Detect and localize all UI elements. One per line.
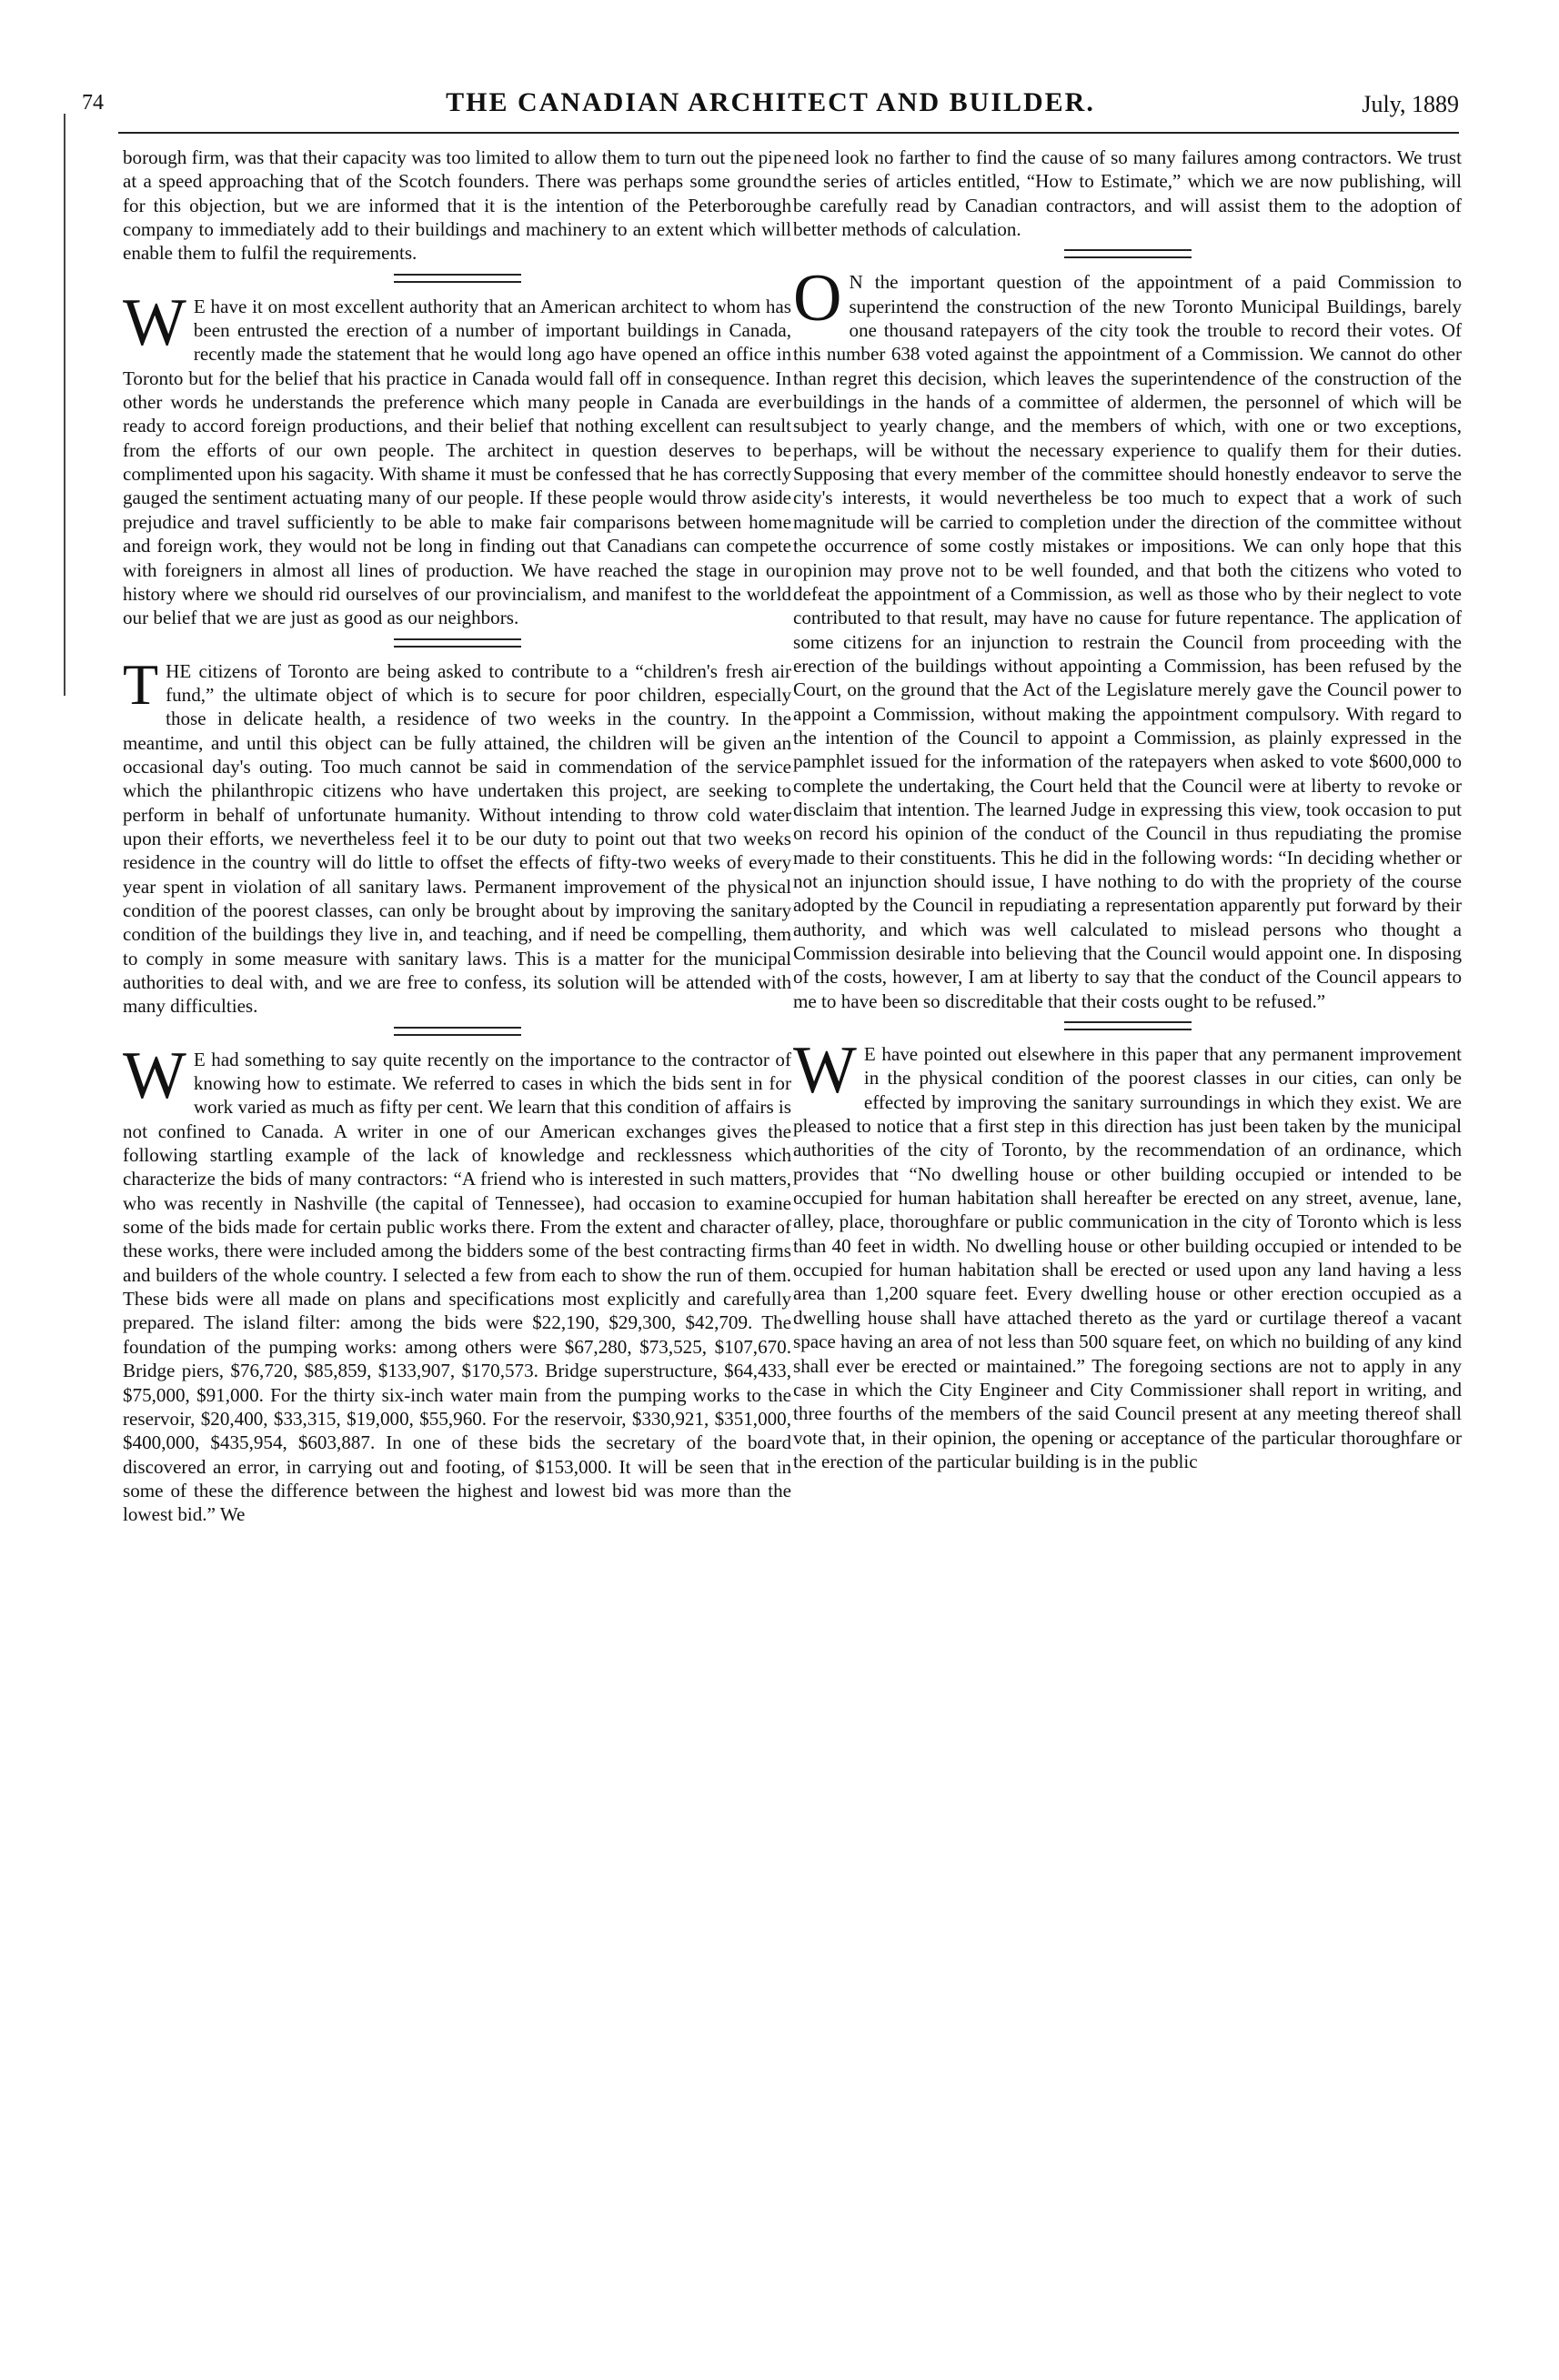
drop-cap: O [793, 261, 842, 336]
drop-cap: W [793, 1033, 857, 1109]
article-architect: W E have it on most excellent authority that an American architect to whom has been entrusted the erection of a number of important buildings in Canada, recently made the statement that he would long ago have opened an office in Toronto but for the belief that his practice in Canada would fall off in consequence. In other words he understands the preference which many people in Canada are ever ready to accord foreign productions, and their belief that nothing excellent can result from the efforts of our own people. The architect in question deserves to be complimented upon his sagacity. With shame it must be confessed that he has correctly gauged the sentiment actuating many of our people. If these people would throw aside prejudice and travel sufficiently to be able to make fair comparisons between home and foreign work, they would not be long in finding out that Canadians can compete with foreigners in almost all lines of production. We have reached the stage in our history where we should rid ourselves of our provincialism, and manifest to the world our belief that we are just as good as our neighbors. [123, 285, 791, 629]
running-title: THE CANADIAN ARCHITECT AND BUILDER. [446, 87, 1095, 117]
drop-cap: W [123, 285, 186, 360]
header-rule [118, 132, 1459, 134]
margin-line [64, 114, 65, 696]
left-column [123, 146, 791, 1527]
section-divider [394, 1027, 521, 1036]
drop-cap: T [123, 651, 159, 717]
section-divider [394, 638, 521, 648]
drop-cap: W [123, 1038, 186, 1113]
article-sanitary-ordinance: W E have pointed out elsewhere in this paper that any permanent improvement in the physical condition of the poorest classes in our cities, can only be effected by improving the sanitary surroundings in which they exist. We are pleased to notice that a first step in this direction has just been taken by the municipal authorities of the city of Toronto, by the recommendation of an ordinance, which provides that “No dwelling house or other building occupied or intended to be occupied for human habitation shall hereafter be erected on any street, avenue, lane, alley, place, thoroughfare or public communication in the city of Toronto which is less than 40 feet in width. No dwelling house or other building occupied or intended to be occupied for human habitation shall be erected or used upon any land having a less area than 1,200 square feet. Every dwelling house or other erection occupied as a dwelling house shall have attached thereto as the yard or curtilage thereof a vacant space having an area of not less than 500 square feet, on which no building of any kind shall ever be erected or maintained.” The foregoing sections are not to apply in any case in which the City Engineer and City Commissioner shall report in writing, and three fourths of the members of the said Council present at any meeting thereof shall vote that, in their opinion, the opening or acceptance of the particular thoroughfare or the erection of the particular building is in the public [793, 1033, 1462, 1472]
article-estimating: W E had something to say quite recently on the importance to the contractor of knowing how to estimate. We referred to cases in which the bids sent in for work varied as much as fifty per cent. We learn that this condition of affairs is not confined to Canada. A writer in one of our American exchanges gives the following startling example of the lack of knowledge and recklessness which characterize the bids of many contractors: “A friend who is interested in such matters, who was recently in Nashville (the capital of Tennessee), had occasion to examine some of the bids made for certain public works there. From the extent and character of these works, there were included among the bidders some of the best contracting firms and builders of the whole country. I selected a few from each to show the run of them. These bids were all made on plans and specifications most explicitly and carefully prepared. The island filter: among the bids were $22,190, $29,300, $42,709. The foundation of the pumping works: among others were $67,280, $73,525, $107,670. Bridge piers, $76,720, $85,859, $133,907, $170,573. Bridge superstructure, $64,433, $75,000, $91,000. For the thirty six-inch water main from the pumping works to the reservoir, $20,400, $33,315, $19,000, $55,960. For the reservoir, $330,921, $351,000, $400,000, $435,954, $603,887. In one of these bids the secretary of the board discovered an error, in carrying out and footing, of $153,000. It will be seen that in some of these the difference between the highest and lowest bid was more than the lowest bid.” We [123, 1038, 791, 1526]
section-divider [1064, 1021, 1192, 1030]
continued-paragraph: borough firm, was that their capacity was too limited to allow them to turn out the pipe at a speed approaching that of the Scotch founders. There was perhaps some ground for this objection, but we are informed that it is the intention of the Peterborough company to immediately add to their buildings and machinery to an extent which will enable them to fulfil the requirements. [123, 146, 791, 265]
continued-paragraph: need look no farther to find the cause of so many failures among contractors. We trust the series of articles entitled, “How to Estimate,” which we are now publishing, will be carefully read by Canadian contractors, and will assist them to the adoption of better methods of calculation. [793, 146, 1462, 241]
page-header [82, 87, 1459, 127]
section-divider [1064, 249, 1192, 258]
page-number: 74 [82, 91, 104, 115]
issue-date: July, 1889 [1362, 91, 1459, 117]
right-column [793, 146, 1462, 1473]
section-divider [394, 274, 521, 283]
article-fresh-air-fund: THE citizens of Toronto are being asked to contribute to a “children's fresh air fund,” the ultimate object of which is to secure for poor children, especially those in delicate health, a residence of two weeks in the country. In the meantime, and until this object can be fully attained, the children will be given an occasional day's outing. Too much cannot be said in commendation of the service which the philanthropic citizens who have undertaken this project, are seeking to perform in behalf of unfortunate humanity. Without intending to throw cold water upon their efforts, we nevertheless feel it to be our duty to point out that two weeks residence in the country will do little to offset the effects of fifty-two weeks of every year spent in violation of all sanitary laws. Permanent improvement of the physical condition of the poorest classes, can only be brought about by improving the sanitary condition of the buildings they live in, and teaching, and if need be compelling, them to comply in some measure with sanitary laws. This is a matter for the municipal authorities to deal with, and we are free to confess, its solution will be attended with many difficulties. [123, 651, 791, 1018]
article-commission: O N the important question of the appointment of a paid Commission to superintend the construction of the new Toronto Municipal Buildings, barely one thousand ratepayers of the city took the trouble to record their votes. Of this number 638 voted against the appointment of a Commission. We cannot do other than regret this decision, which leaves the superintendence of the construction of the buildings in the hands of a committee of aldermen, the personnel of which will be subject to yearly change, and the members of which, with one or two exceptions, perhaps, will be without the necessary experience to qualify them for their duties. Supposing that every member of the committee should honestly endeavor to serve the city's interests, it would nevertheless be too much to expect that a work of such magnitude will be carried to completion under the direction of the committee without the occurrence of some costly mistakes or impositions. We can only hope that this opinion may prove not to be well founded, and that both the citizens who voted to defeat the appointment of a Commission, as well as those who by their neglect to vote contributed to that result, may have no cause for future repentance. The application of some citizens for an injunction to restrain the Council from proceeding with the erection of the buildings without appointing a Commission, has been refused by the Court, on the ground that the Act of the Legislature merely gave the Council power to appoint a Commission, without making the appointment compulsory. With regard to the intention of the Council to appoint a Commission, as plainly expressed in the pamphlet issued for the information of the ratepayers when asked to vote $600,000 to complete the undertaking, the Court held that the Council were at liberty to revoke or disclaim that intention. The learned Judge in expressing this view, took occasion to put on record his opinion of the conduct of the Council in thus repudiating the promise made to their constituents. This he did in the following words: “In deciding whether or not an injunction should issue, I have nothing to do with the propriety of the course adopted by the Council in repudiating a representation apparently put forward by their authority, and which was well calculated to mislead persons who thought a Commission desirable into believing that the Council would appoint one. In disposing of the costs, however, I am at liberty to say that the conduct of the Council appears to me to have been so discreditable that their costs ought to be refused.” [793, 261, 1462, 1012]
